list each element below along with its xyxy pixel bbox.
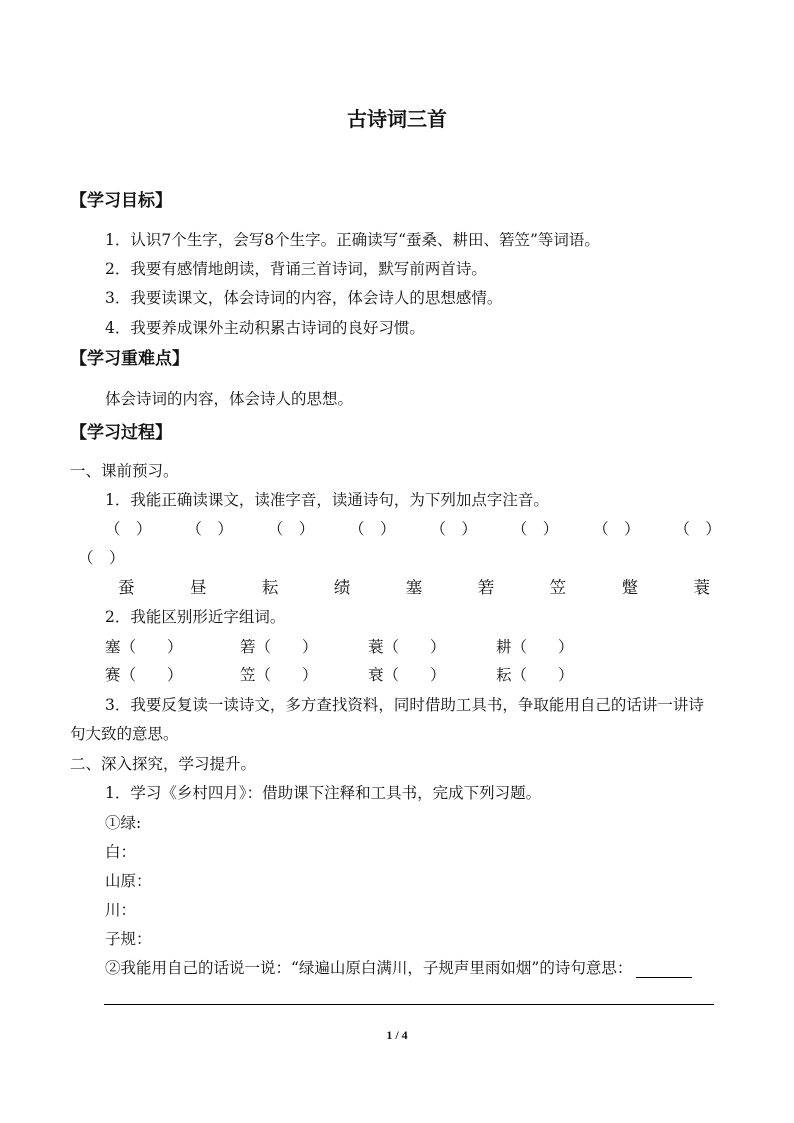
part2-title: 二、深入探究，学习提升。 bbox=[70, 755, 257, 773]
part2-question-1: 1．学习《乡村四月》：借助课下注释和工具书，完成下列习题。 bbox=[105, 784, 542, 802]
pinyin-blank[interactable]: （ ） bbox=[511, 520, 559, 538]
goals-heading: 【学习目标】 bbox=[70, 191, 172, 211]
key-points-text: 体会诗词的内容，体会诗人的思想。 bbox=[105, 390, 354, 408]
character: 昼 bbox=[189, 578, 207, 597]
part1-question-2: 2．我能区别形近字组词。 bbox=[105, 608, 286, 626]
term-line: ①绿: bbox=[105, 814, 142, 832]
character: 绩 bbox=[333, 578, 351, 597]
goal-item-3: 3．我要读课文，体会诗词的内容，体会诗人的思想感情。 bbox=[105, 289, 503, 307]
answer-line[interactable] bbox=[104, 1004, 714, 1005]
word-group-item: 赛（ ） bbox=[105, 666, 183, 684]
character: 笠 bbox=[549, 578, 567, 597]
process-heading: 【学习过程】 bbox=[70, 423, 172, 443]
term-line: 山原： bbox=[105, 872, 152, 890]
word-group-item: 衰（ ） bbox=[368, 666, 446, 684]
pinyin-blank[interactable]: （ ） bbox=[430, 520, 477, 538]
character: 箬 bbox=[477, 578, 495, 597]
pinyin-blank[interactable]: （ ） bbox=[349, 520, 396, 538]
part1-question-3: 3．我要反复读一读诗文，多方查找资料，同时借助工具书，争取能用自己的话讲一讲诗 bbox=[105, 696, 704, 714]
page-title: 古诗词三首 bbox=[347, 107, 447, 131]
key-points-heading: 【学习重难点】 bbox=[70, 349, 189, 369]
pinyin-blank[interactable]: （ ） bbox=[593, 520, 640, 538]
term-line: 子规： bbox=[105, 930, 152, 948]
word-group-item: 塞（ ） bbox=[105, 638, 183, 656]
word-group-item: 耕（ ） bbox=[496, 638, 574, 656]
part1-title: 一、课前预习。 bbox=[70, 462, 179, 480]
goal-item-4: 4．我要养成课外主动积累古诗词的良好习惯。 bbox=[105, 319, 425, 337]
part1-question-3-cont: 句大致的意思。 bbox=[70, 725, 179, 743]
character-row bbox=[118, 578, 710, 598]
character: 耘 bbox=[261, 578, 279, 597]
character: 蓑 bbox=[693, 578, 710, 597]
goal-item-1: 1．认识7个生字，会写8个生字。正确读写“蚕桑、耕田、箬笠”等词语。 bbox=[105, 231, 600, 249]
page-number: 1 / 4 bbox=[386, 1028, 408, 1042]
meaning-question bbox=[105, 958, 692, 978]
pinyin-blank[interactable]: （ ） bbox=[105, 520, 152, 538]
pinyin-blank[interactable]: （ ） bbox=[267, 520, 315, 538]
character: 塞 bbox=[405, 578, 423, 597]
pinyin-bracket-row bbox=[105, 519, 721, 539]
word-group-item: 耘（ ） bbox=[496, 666, 574, 684]
pinyin-blank-last[interactable]: （ ） bbox=[78, 549, 125, 567]
answer-blank[interactable] bbox=[636, 961, 692, 978]
character: 蚕 bbox=[118, 578, 135, 597]
pinyin-blank[interactable]: （ ） bbox=[674, 520, 721, 538]
word-group-item: 笠（ ） bbox=[240, 666, 318, 684]
part1-question-1: 1．我能正确读课文，读准字音，读通诗句，为下列加点字注音。 bbox=[105, 491, 549, 509]
goal-item-2: 2．我要有感情地朗读，背诵三首诗词，默写前两首诗。 bbox=[105, 260, 487, 278]
word-group-item: 箬（ ） bbox=[240, 638, 318, 656]
meaning-question-text: ②我能用自己的话说一说：“绿遍山原白满川，子规声里雨如烟”的诗句意思： bbox=[105, 959, 633, 977]
character: 蹩 bbox=[621, 578, 639, 597]
term-line: 白： bbox=[105, 843, 137, 861]
term-line: 川： bbox=[105, 901, 137, 919]
pinyin-blank[interactable]: （ ） bbox=[186, 520, 233, 538]
word-group-item: 蓑（ ） bbox=[368, 638, 446, 656]
